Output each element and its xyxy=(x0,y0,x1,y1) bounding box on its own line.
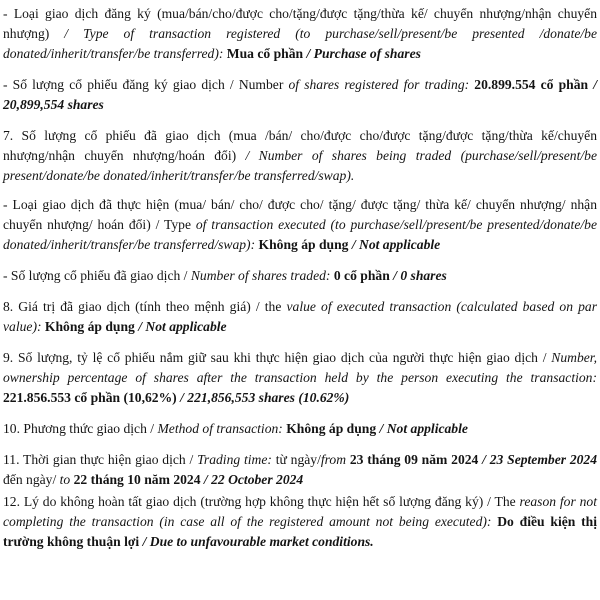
registered-type-value-vi: Mua cổ phần xyxy=(226,46,304,61)
item-9-en: Number, ownership percentage of shares after the transaction held by the person executing the transaction: xyxy=(3,350,597,385)
item-9: 9. Số lượng, tỷ lệ cổ phiếu nắm giữ sau khi thực hiện giao dịch của người thực hiện giao dịch / Number, ownership percentage of shares after the transaction held by the person executing the transaction: 221.856.553 cổ phần (10,62%) / 221,856,553 shares (10.62%) xyxy=(3,350,597,405)
item-7-en: Number of shares being traded (purchase/sell/present/be present/donate/be donated/inherit/transfer/be transferred/swap). xyxy=(3,148,597,183)
executed-type-value-vi: Không áp dụng xyxy=(258,237,349,252)
item-11-from-date-en: 23 September 2024 xyxy=(489,452,598,467)
traded-quantity-en: Number of shares traded: xyxy=(190,268,331,283)
registered-type-value-en: Purchase of shares xyxy=(313,46,421,61)
traded-quantity-value-en: 0 shares xyxy=(400,268,447,283)
item-12-value-vi: Do điều kiện thị trường không thuận lợi xyxy=(3,514,597,549)
executed-type-value-en: Not applicable xyxy=(359,237,441,252)
item-9-value-en: 221,856,553 shares (10.62%) xyxy=(187,390,350,405)
item-11-en: Trading time: xyxy=(197,452,272,467)
item-12-vi: 12. Lý do không hoàn tất giao dịch (trường hợp không thực hiện hết số lượng đăng ký) / The xyxy=(3,494,516,509)
registered-type-en: Type of transaction registered (to purchase/sell/present/be presented /donate/be donated/inherit/transfer/be transferred): xyxy=(3,26,597,61)
item-9-value-vi: 221.856.553 cổ phần (10,62%) xyxy=(3,390,177,405)
item-10-vi: 10. Phương thức giao dịch / xyxy=(3,421,155,436)
traded-quantity-value-vi: 0 cổ phần xyxy=(333,268,390,283)
item-10-en: Method of transaction: xyxy=(157,421,283,436)
item-8-value-vi: Không áp dụng xyxy=(44,319,135,334)
executed-transaction-type: - Loại giao dịch đã thực hiện (mua/ bán/ cho/ được cho/ tặng/ được tặng/ thừa kế/ chuyển nhượng/ nhận chuyển nhượng/ hoán đổi) / Type of transaction executed (to purchase/sell/present/be presented/donate/be donated/inherit/transfer/be transferred/swap): Không áp dụng / Not applicable xyxy=(3,197,597,252)
item-7-vi: 7. Số lượng cổ phiếu đã giao dịch (mua /bán/ cho/được cho/được tặng/được tặng/thừa kế/chuyển nhượng/nhận chuyển nhượng/hoán đổi) xyxy=(3,128,597,163)
item-8-vi: 8. Giá trị đã giao dịch (tính theo mệnh giá) / the xyxy=(3,299,282,314)
registered-quantity-vi: - Số lượng cổ phiếu đăng ký giao dịch / Number xyxy=(3,77,284,92)
item-11-to-date-en: 22 October 2024 xyxy=(211,472,304,487)
item-11-vi: 11. Thời gian thực hiện giao dịch / xyxy=(3,452,194,467)
registered-quantity-value-en: 20,899,554 shares xyxy=(3,97,104,112)
item-11-to-date-vi: 22 tháng 10 năm 2024 xyxy=(73,472,201,487)
item-9-vi: 9. Số lượng, tỷ lệ cổ phiếu nắm giữ sau khi thực hiện giao dịch của người thực hiện giao dịch / xyxy=(3,350,547,365)
item-8: 8. Giá trị đã giao dịch (tính theo mệnh giá) / the value of executed transaction (calculated based on par value): Không áp dụng / Not applicable xyxy=(3,299,598,334)
registered-transaction-type: - Loại giao dịch đăng ký (mua/bán/cho/được cho/tặng/được tặng/thừa kế/ chuyển nhượng/nhận chuyển nhượng) / Type of transaction registered (to purchase/sell/present/be presented /donate/be donated/inherit/transfer/be transferred): Mua cổ phần / Purchase of shares xyxy=(3,6,597,61)
item-10-value-vi: Không áp dụng xyxy=(286,421,377,436)
traded-quantity-vi: - Số lượng cổ phiếu đã giao dịch / xyxy=(3,268,188,283)
executed-type-vi: - Loại giao dịch đã thực hiện (mua/ bán/ cho/ được cho/ tặng/ được tặng/ thừa kế/ chuyển nhượng/ nhận chuyển nhượng/ hoán đổi) / Type xyxy=(3,197,597,232)
registered-quantity: - Số lượng cổ phiếu đăng ký giao dịch / Number of shares registered for trading: 20.899.554 cổ phần / 20,899,554 shares xyxy=(3,77,597,112)
registered-quantity-en: of shares registered for trading: xyxy=(288,77,470,92)
item-12: 12. Lý do không hoàn tất giao dịch (trường hợp không thực hiện hết số lượng đăng ký) / The reason for not completing the transaction (in case all of the registered amount not being executed): Do điều kiện thị trường không thuận lợi / Due to unfavourable market conditions. xyxy=(3,494,597,549)
item-12-value-en: Due to unfavourable market conditions. xyxy=(149,534,374,549)
item-7-sep: / xyxy=(236,148,259,163)
registered-type-sep: / xyxy=(49,26,84,41)
item-10: 10. Phương thức giao dịch / Method of transaction: Không áp dụng / Not applicable xyxy=(3,421,468,436)
item-11-from-vi: từ ngày/ xyxy=(275,452,321,467)
item-11-to-vi: đến ngày/ xyxy=(3,472,57,487)
registered-type-vi: - Loại giao dịch đăng ký (mua/bán/cho/được cho/tặng/được tặng/thừa kế/ chuyển nhượng/nhận chuyển nhượng) xyxy=(3,6,597,41)
item-11: 11. Thời gian thực hiện giao dịch / Trading time: từ ngày/from 23 tháng 09 năm 2024 / 23 September 2024 đến ngày/ to 22 tháng 10 năm 2024 / 22 October 2024 xyxy=(3,452,598,487)
registered-quantity-value-vi: 20.899.554 cổ phần xyxy=(474,77,589,92)
item-8-value-en: Not applicable xyxy=(145,319,227,334)
item-12-en: reason for not completing the transaction (in case all of the registered amount not being executed): xyxy=(3,494,597,529)
item-11-from-date-vi: 23 tháng 09 năm 2024 xyxy=(349,452,479,467)
item-11-to-en: to xyxy=(59,472,71,487)
item-7 xyxy=(3,126,597,186)
traded-quantity: - Số lượng cổ phiếu đã giao dịch / Number of shares traded: 0 cổ phần / 0 shares xyxy=(3,268,447,283)
item-8-en: value of executed transaction (calculated based on par value): xyxy=(3,299,598,334)
item-10-value-en: Not applicable xyxy=(386,421,468,436)
item-11-from-en: from xyxy=(320,452,347,467)
executed-type-en: of transaction executed (to purchase/sell/present/be presented/donate/be donated/inherit/transfer/be transferred/swap): xyxy=(3,217,597,252)
